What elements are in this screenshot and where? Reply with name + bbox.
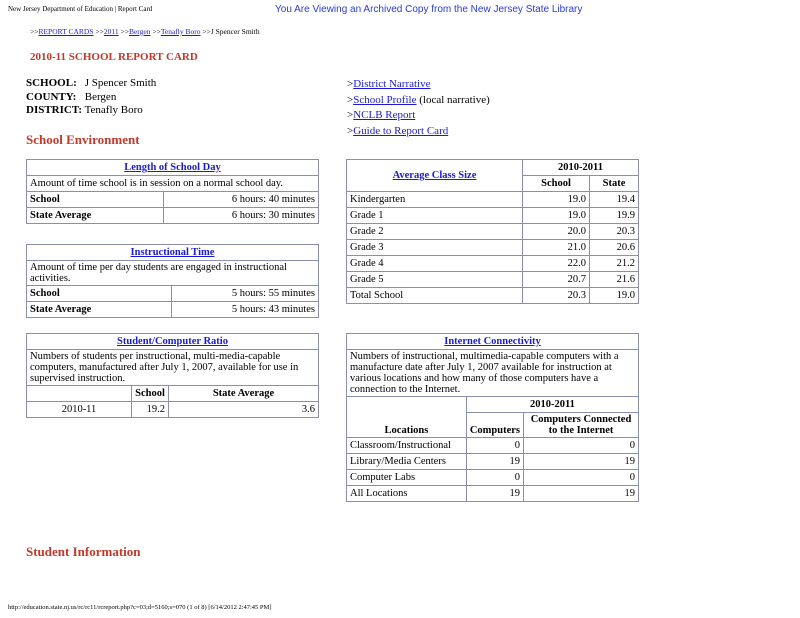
length-of-school-day-desc: Amount of time school is in session on a normal school day. [27,176,319,192]
district-narrative-link[interactable]: District Narrative [353,78,431,90]
instructional-time-table [26,244,319,318]
breadcrumb: >>REPORT CARDS >>2011 >>Bergen >>Tenafly Boro >>J Spencer Smith [30,27,260,36]
breadcrumb-report-cards[interactable]: REPORT CARDS [38,27,94,36]
average-class-size-table: Average Class Size 2010-2011 School State Kindergarten 19.0 19.4 Grade 1 19.0 19.9 Grade 2 20.0 20.3 Grade 3 21.0 20.6 Grade 4 22.0 21.2 Grade 5 20.7 21.6 Total School 20.3 19.0 [346,159,639,304]
table-row: School 5 hours: 55 minutes [27,286,319,302]
table-row: Total School 20.3 19.0 [347,288,639,304]
page-header-title: New Jersey Department of Education | Report Card [8,5,153,13]
instructional-time-desc: Amount of time per day students are engaged in instructional activities. [27,261,319,286]
breadcrumb-bergen[interactable]: Bergen [128,27,151,36]
table-row: School 6 hours: 40 minutes [27,192,319,208]
breadcrumb-current: J Spencer Smith [210,27,260,36]
page-title: 2010-11 SCHOOL REPORT CARD [30,51,198,63]
district-name: Tenafly Boro [84,104,143,116]
table-row: 2010-11 19.2 3.6 [27,402,319,418]
table-row: Library/Media Centers 19 19 [347,454,639,470]
county-name: Bergen [84,90,117,103]
school-info [26,77,156,118]
student-computer-ratio-desc: Numbers of students per instructional, multi-media-capable computers, manufactured after July 1, 2007, available for use in supervised instruction. [27,350,319,386]
school-name: J Spencer Smith [84,77,157,89]
breadcrumb-tenafly-boro[interactable]: Tenafly Boro [160,27,201,36]
table-row: State Average 5 hours: 43 minutes [27,302,319,318]
table-row: Kindergarten 19.0 19.4 [347,192,639,208]
table-row: State Average 6 hours: 30 minutes [27,208,319,224]
table-row: Grade 5 20.7 21.6 [347,272,639,288]
breadcrumb-2011[interactable]: 2011 [103,27,119,36]
internet-connectivity-table: Internet Connectivity Numbers of instructional, multimedia-capable computers with a manufacture date after July 1, 2007 available for instruction at various locations and how many of those computers have a connection to the Internet. Locations 2010-2011 Computers Computers Connected to the Internet Classroom/Instructional 0 0 Library/Media Centers 19 19 Computer Labs 0 0 All Locations 19 19 [346,333,639,502]
instructional-time-link[interactable]: Instructional Time [130,247,215,258]
length-of-school-day-link[interactable]: Length of School Day [124,162,221,173]
table-row: Grade 4 22.0 21.2 [347,256,639,272]
table-row: Computer Labs 0 0 [347,470,639,486]
internet-connectivity-desc: Numbers of instructional, multimedia-capable computers with a manufacture date after July 1, 2007 available for instruction at various locations and how many of those computers have a connection to the Internet. [347,350,639,397]
internet-connectivity-link[interactable]: Internet Connectivity [444,336,541,347]
section-school-environment: School Environment [26,132,140,147]
district-label: DISTRICT: [26,104,83,116]
student-computer-ratio-table: Student/Computer Ratio Numbers of students per instructional, multi-media-capable computers, manufactured after July 1, 2007, available for use in supervised instruction. School State Average 2010-11 19.2 3.6 [26,333,319,418]
archive-notice: You Are Viewing an Archived Copy from the New Jersey State Library [275,4,583,15]
nclb-report-link[interactable]: NCLB Report [353,109,416,121]
page-footer-url: http://education.state.nj.us/rc/rc11/rcreport.php?c=03;d=5160;s=070 (1 of 8) [6/14/2012 2:47:45 PM] [8,604,272,611]
guide-link[interactable]: Guide to Report Card [353,124,449,137]
table-row: Classroom/Instructional 0 0 [347,438,639,454]
table-row: Grade 3 21.0 20.6 [347,240,639,256]
county-label: COUNTY: [26,90,77,103]
section-student-information: Student Information [26,544,141,559]
average-class-size-link[interactable]: Average Class Size [392,170,477,181]
length-of-school-day-table [26,159,319,224]
table-row: All Locations 19 19 [347,486,639,502]
table-row: Grade 1 19.0 19.9 [347,208,639,224]
school-profile-link[interactable]: School Profile [353,93,417,106]
report-links: >District Narrative >School Profile (local narrative) >NCLB Report >Guide to Report Card [347,78,490,137]
school-label: SCHOOL: [26,77,77,89]
table-row: Grade 2 20.0 20.3 [347,224,639,240]
student-computer-ratio-link[interactable]: Student/Computer Ratio [117,336,228,347]
